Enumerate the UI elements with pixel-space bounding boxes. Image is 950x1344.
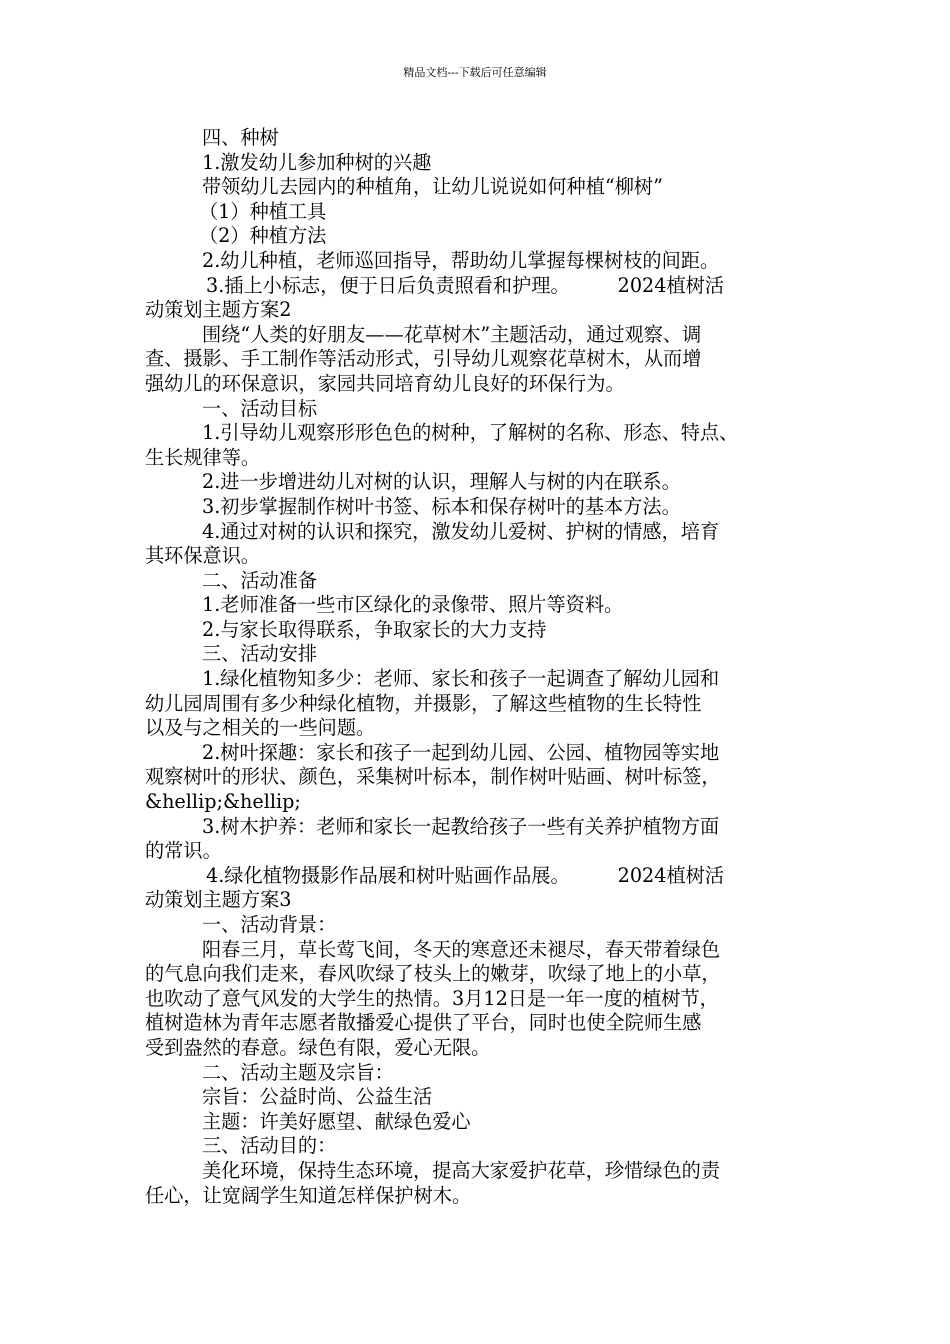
- text-line: 幼儿园周围有多少种绿化植物，并摄影，了解这些植物的生长特性: [145, 691, 702, 715]
- text-line: 2.树叶探趣：家长和孩子一起到幼儿园、公园、植物园等实地: [202, 740, 720, 764]
- text-line: 3.树木护养：老师和家长一起教给孩子一些有关养护植物方面: [202, 814, 720, 838]
- text-line: 2.进一步增进幼儿对树的认识，理解人与树的内在联系。: [202, 470, 681, 494]
- text-line: 观察树叶的形状、颜色，采集树叶标本，制作树叶贴画、树叶标签，: [145, 765, 721, 789]
- text-line: 2.与家长取得联系，争取家长的大力支持: [202, 617, 547, 641]
- text-line: 带领幼儿去园内的种植角，让幼儿说说如何种植“柳树”: [202, 175, 663, 199]
- text-line: 强幼儿的环保意识，家园共同培育幼儿良好的环保行为。: [145, 371, 625, 395]
- text-line: 1.老师准备一些市区绿化的录像带、照片等资料。: [202, 593, 624, 617]
- text-line: 3.插上小标志，便于日后负责照看和护理。 2024植树活: [206, 273, 725, 297]
- text-line: 动策划主题方案3: [145, 888, 292, 912]
- text-line: 一、活动目标: [202, 396, 318, 420]
- text-line: （1）种植工具: [199, 199, 327, 223]
- text-line: 动策划主题方案2: [145, 298, 292, 322]
- text-line: 也吹动了意气风发的大学生的热情。3月12日是一年一度的植树节，: [145, 986, 719, 1010]
- text-line: 一、活动背景：: [202, 913, 337, 936]
- text-line: 1.激发幼儿参加种树的兴趣: [202, 150, 432, 174]
- page-header: 精品文档---下载后可任意编辑: [403, 66, 547, 79]
- text-line: 植树造林为青年志愿者散播爱心提供了平台，同时也使全院师生感: [145, 1011, 702, 1035]
- text-line: 2.幼儿种植，老师巡回指导，帮助幼儿掌握每棵树枝的间距。: [202, 248, 720, 272]
- text-line: 生长规律等。: [145, 445, 261, 469]
- text-line: 二、活动主题及宗旨：: [202, 1060, 394, 1084]
- text-line: 查、摄影、手工制作等活动形式，引导幼儿观察花草树木，从而增: [145, 347, 702, 371]
- text-line: 围绕“人类的好朋友——花草树木”主题活动，通过观察、调: [202, 322, 702, 346]
- text-line: 三、活动安排: [202, 642, 318, 666]
- text-line: 四、种树: [202, 126, 279, 149]
- text-line: 3.初步掌握制作树叶书签、标本和保存树叶的基本方法。: [202, 494, 681, 518]
- text-line: （2）种植方法: [199, 224, 327, 248]
- text-line: 二、活动准备: [202, 568, 318, 592]
- text-line: 宗旨：公益时尚、公益生活: [202, 1085, 433, 1109]
- text-line: 1.绿化植物知多少：老师、家长和孩子一起调查了解幼儿园和: [202, 667, 720, 691]
- text-line: 美化环境，保持生态环境，提高大家爱护花草，珍惜绿色的责: [202, 1158, 721, 1182]
- document-body: [145, 126, 805, 1208]
- text-line: 的常识。: [145, 839, 222, 863]
- text-line: 三、活动目的：: [202, 1134, 337, 1158]
- text-line: 阳春三月，草长莺飞间，冬天的寒意还未褪尽，春天带着绿色: [202, 937, 721, 961]
- text-line: 以及与之相关的一些问题。: [145, 716, 376, 740]
- text-line: 主题：许美好愿望、献绿色爱心: [202, 1109, 471, 1133]
- text-line: 任心，让宽阔学生知道怎样保护树木。: [145, 1183, 472, 1207]
- text-line: 4.通过对树的认识和探究，激发幼儿爱树、护树的情感，培育: [202, 519, 720, 543]
- text-line: 受到盎然的春意。绿色有限，爱心无限。: [145, 1035, 491, 1059]
- text-line: 的气息向我们走来，春风吹绿了枝头上的嫩芽，吹绿了地上的小草，: [145, 962, 721, 986]
- text-line: 4.绿化植物摄影作品展和树叶贴画作品展。 2024植树活: [206, 863, 725, 887]
- text-line: 1.引导幼儿观察形形色色的树种，了解树的名称、形态、特点、: [202, 421, 739, 445]
- text-line: 其环保意识。: [145, 544, 261, 568]
- text-line: &hellip;&hellip;: [145, 790, 301, 814]
